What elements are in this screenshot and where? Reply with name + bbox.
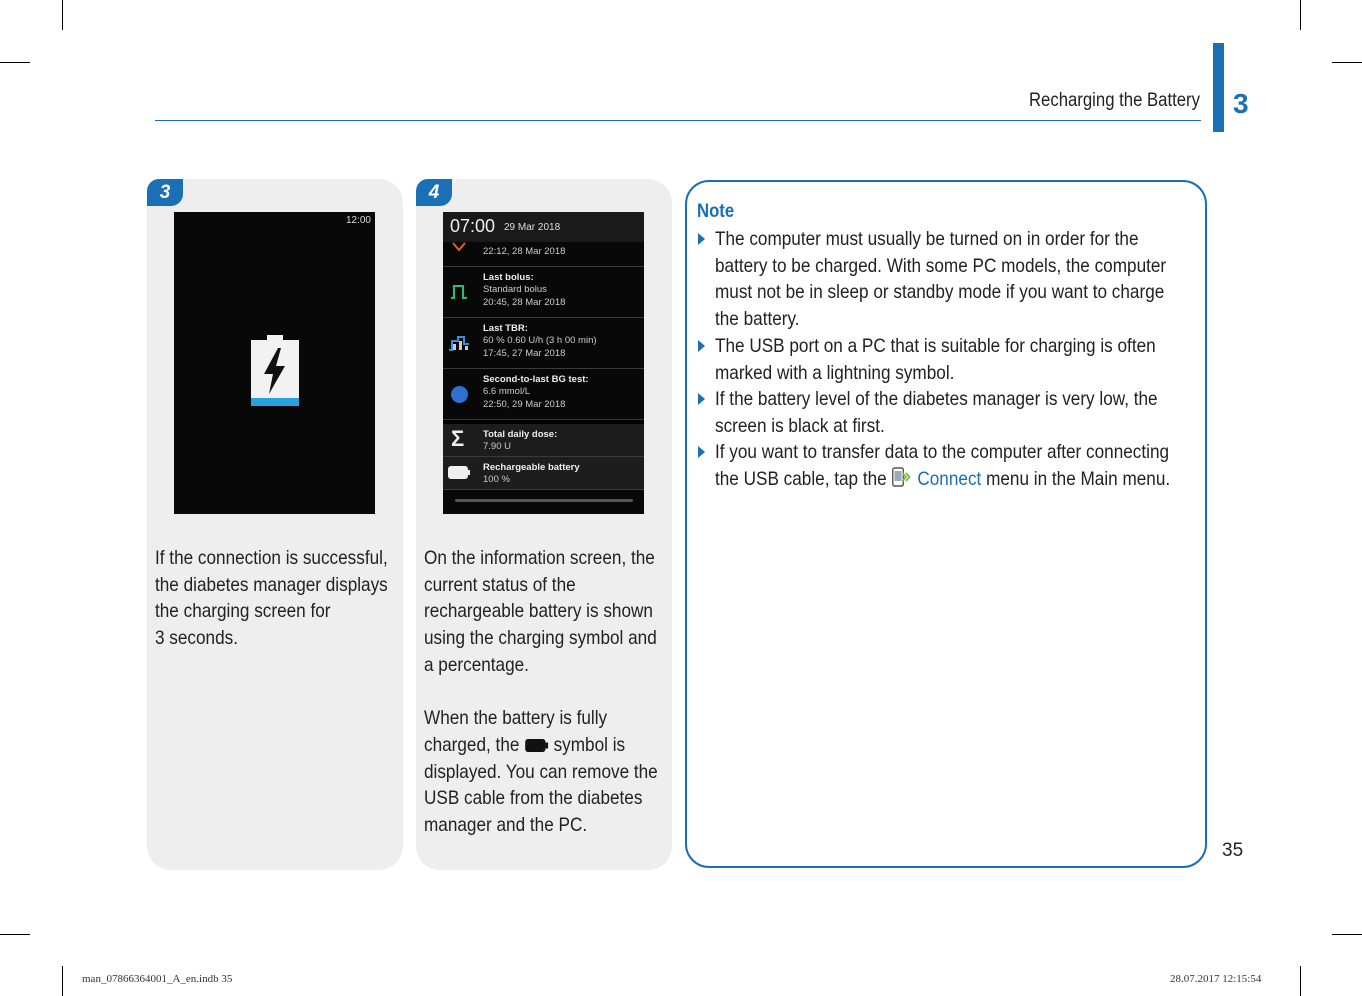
status-date: 29 Mar 2018 [504, 222, 561, 233]
charging-battery-icon [250, 334, 300, 408]
footer-file-name: man_07866364001_A_en.indb 35 [82, 973, 233, 985]
info-row-bg-test: Second-to-last BG test: 6.6 mmol/L 22:50, 29 Mar 2018 [443, 369, 644, 420]
tbr-icon [449, 334, 469, 351]
chevron-down-icon [452, 242, 466, 252]
info-row-total-daily-dose: Σ Total daily dose: 7.90 U [443, 424, 644, 457]
page-number: 35 [1222, 840, 1244, 861]
charging-screen [174, 212, 375, 514]
note-bullet-3: If the battery level of the diabetes manager is very low, the screen is black at first. [715, 388, 1158, 437]
sigma-icon: Σ [451, 426, 465, 451]
crop-mark [0, 934, 30, 935]
battery-full-icon [448, 466, 470, 479]
chapter-number: 3 [1233, 88, 1249, 119]
screen-clock: 12:00 [345, 215, 371, 226]
info-row-partial: 22:12, 28 Mar 2018 [443, 242, 644, 267]
bullet-arrow-icon [698, 340, 705, 352]
bg-test-icon [451, 386, 468, 403]
battery-full-icon [524, 738, 549, 753]
connect-icon [891, 467, 912, 489]
info-row-last-tbr: Last TBR: 60 % 0.60 U/h (3 h 00 min) 17:45, 27 Mar 2018 [443, 318, 644, 369]
chapter-tab-bar [1213, 43, 1224, 132]
note-bullet-1: The computer must usually be turned on in order for the battery to be charged. With some PC models, the computer must not be in sleep or standby mode if you want to charge the battery. [715, 228, 1167, 331]
running-header-title: Recharging the Battery [1028, 90, 1200, 111]
crop-mark [1300, 966, 1301, 996]
footer-timestamp: 28.07.2017 12:15:54 [1170, 973, 1262, 985]
step-4-text: On the information screen, the current status of the rechargeable battery is shown using the charging symbol and a percentage. When the battery is fully charged, the symbol is displayed. You can remove the USB cable from the diabetes manager and the PC. [424, 547, 658, 837]
information-screen [443, 212, 644, 514]
bullet-arrow-icon [698, 233, 705, 245]
bolus-icon [451, 285, 467, 299]
step-4-badge: 4 [416, 179, 452, 206]
info-row-last-bolus: Last bolus: Standard bolus 20:45, 28 Mar 2018 [443, 267, 644, 318]
crop-mark [0, 62, 30, 63]
status-bar [443, 212, 644, 242]
note-bullet-2: The USB port on a PC that is suitable for charging is often marked with a lightning symbol. [715, 335, 1156, 384]
step-3-text: If the connection is successful, the diabetes manager displays the charging screen for 3 seconds. [155, 547, 388, 650]
note-bullet-4: If you want to transfer data to the computer after connecting the USB cable, tap the Connect menu in the Main menu. [715, 441, 1171, 490]
info-row-rechargeable-battery: Rechargeable battery 100 % [443, 457, 644, 490]
connect-menu-link: Connect [917, 467, 982, 490]
crop-mark [62, 0, 63, 30]
crop-mark [1332, 62, 1362, 63]
note-title: Note [697, 201, 735, 222]
bullet-arrow-icon [698, 393, 705, 405]
crop-mark [62, 966, 63, 996]
crop-mark [1332, 934, 1362, 935]
bullet-arrow-icon [698, 446, 705, 458]
status-time: 07:00 [450, 216, 496, 236]
crop-mark [1300, 0, 1301, 30]
step-3-badge: 3 [147, 179, 183, 206]
scroll-indicator [455, 499, 633, 502]
header-rule [155, 120, 1201, 121]
